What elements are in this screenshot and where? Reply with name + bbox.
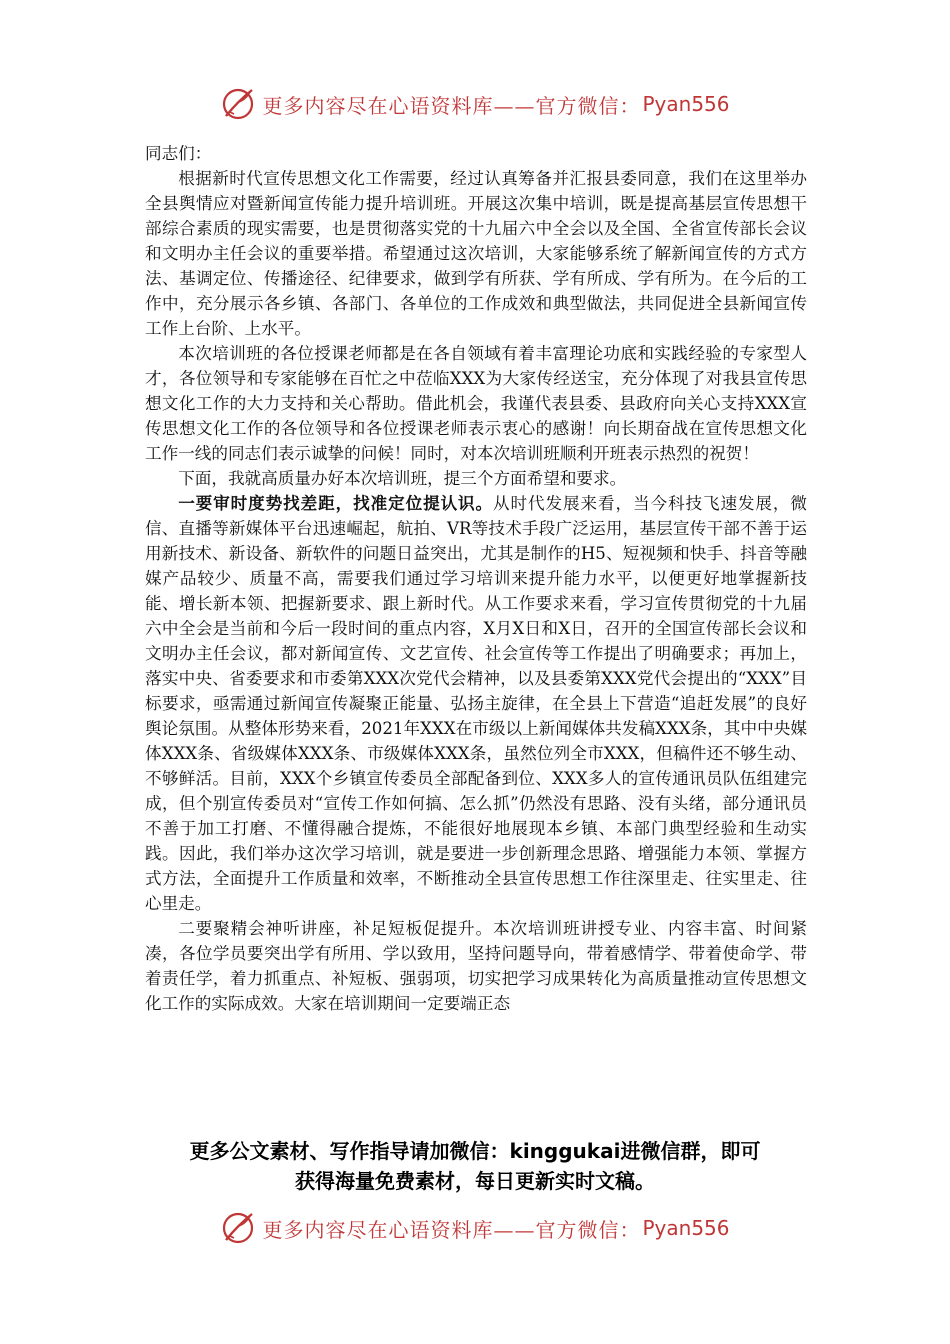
header-banner-wechat-id: Pyan556 (642, 92, 730, 116)
footer-banner-content (220, 1210, 729, 1246)
salutation: 同志们： (145, 144, 212, 163)
paragraph-2 (145, 341, 807, 466)
paragraph-4 (145, 491, 807, 916)
promo-line-1: 更多公文素材、写作指导请加微信：kinggukai进微信群，即可 (189, 1139, 761, 1163)
header-banner-content (220, 86, 729, 122)
quill-pen-logo-icon (220, 1210, 256, 1246)
footer-banner-text: 更多内容尽在心语资料库——官方微信： (262, 1217, 641, 1242)
paragraph-4-text: 从时代发展来看，当今科技飞速发展，微信、直播等新媒体平台迅速崛起，航拍、VR等技术手段广泛运用，基层宣传干部不善于运用新技术、新设备、新软件的问题日益突出，尤其是制作的H5、短视频和快手、抖音等融媒产品较少、质量不高，需要我们通过学习培训来提升能力水平，以便更好地掌握新技能、增长新本领、把握新要求、跟上新时代。从工作要求来看，学习宣传贯彻党的十九届六中全会是当前和今后一段时间的重点内容，X月X日和X日，召开的全国宣传部长会议和文明办主任会议，都对新闻宣传、文艺宣传、社会宣传等工作提出了明确要求；再加上，落实中央、省委要求和市委第XXX次党代会精神，以及县委第XXX党代会提出的“XXX”目标要求，亟需通过新闻宣传凝聚正能量、弘扬主旋律，在全县上下营造“追赶发展”的良好舆论氛围。从整体形势来看，2021年XXX在市级以上新闻媒体共发稿XXX条，其中中央媒体XXX条、省级媒体XXX条、市级媒体XXX条，虽然位列全市XXX，但稿件还不够生动、不够鲜活。目前，XXX个乡镇宣传委员全部配备到位、XXX多人的宣传通讯员队伍组建完成，但个别宣传委员对“宣传工作如何搞、怎么抓”仍然没有思路、没有头绪，部分通讯员不善于加工打磨、不懂得融合提炼，不能很好地展现本乡镇、本部门典型经验和生动实践。因此，我们举办这次学习培训，就是要进一步创新理念思路、增强能力本领、掌握方式方法，全面提升工作质量和效率，不断推动全县宣传思想工作往深里走、往实里走、往心里走。 (145, 494, 808, 913)
paragraph-2-text: 本次培训班的各位授课老师都是在各自领域有着丰富理论功底和实践经验的专家型人才，各位领导和专家能够在百忙之中莅临XXX为大家传经送宝，充分体现了对我县宣传思想文化工作的大力支持和关心帮助。借此机会，我谨代表县委、县政府向关心支持XXX宣传思想文化工作的各位领导和各位授课老师表示衷心的感谢！向长期奋战在宣传思想文化工作一线的同志们表示诚挚的问候！同时，对本次培训班顺利开班表示热烈的祝贺！ (145, 344, 807, 463)
paragraph-1-text: 根据新时代宣传思想文化工作需要，经过认真筹备并汇报县委同意，我们在这里举办全县舆情应对暨新闻宣传能力提升培训班。开展这次集中培训，既是提高基层宣传思想干部综合素质的现实需要，也是贯彻落实党的十九届六中全会以及全国、全省宣传部长会议和文明办主任会议的重要举措。希望通过这次培训，大家能够系统了解新闻宣传的方式方法、基调定位、传播途径、纪律要求，做到学有所获、学有所成、学有所为。在今后的工作中，充分展示各乡镇、各部门、各单位的工作成效和典型做法，共同促进全县新闻宣传工作上台阶、上水平。 (145, 169, 807, 338)
quill-pen-logo-icon (220, 86, 256, 122)
promo-notice (120, 1136, 830, 1196)
document-body (145, 141, 807, 1016)
footer-banner-wechat-id: Pyan556 (642, 1216, 730, 1240)
paragraph-5 (145, 916, 807, 1016)
paragraph-5-text: 二要聚精会神听讲座，补足短板促提升。本次培训班讲授专业、内容丰富、时间紧凑，各位学员要突出学有所用、学以致用，坚持问题导向，带着感情学、带着使命学、带着责任学，着力抓重点、补短板、强弱项，切实把学习成果转化为高质量推动宣传思想文化工作的实际成效。大家在培训期间一定要端正态 (145, 919, 807, 1013)
header-banner-text: 更多内容尽在心语资料库——官方微信： (262, 93, 641, 118)
paragraph-4-lead: 一要审时度势找差距，找准定位提认识。 (178, 493, 494, 513)
paragraph-1 (145, 166, 807, 341)
promo-line-2: 获得海量免费素材，每日更新实时文稿。 (295, 1169, 655, 1193)
footer-banner (0, 1208, 950, 1248)
paragraph-3 (145, 466, 807, 491)
paragraph-3-text: 下面，我就高质量办好本次培训班，提三个方面希望和要求。 (178, 469, 627, 488)
header-banner (0, 84, 950, 124)
